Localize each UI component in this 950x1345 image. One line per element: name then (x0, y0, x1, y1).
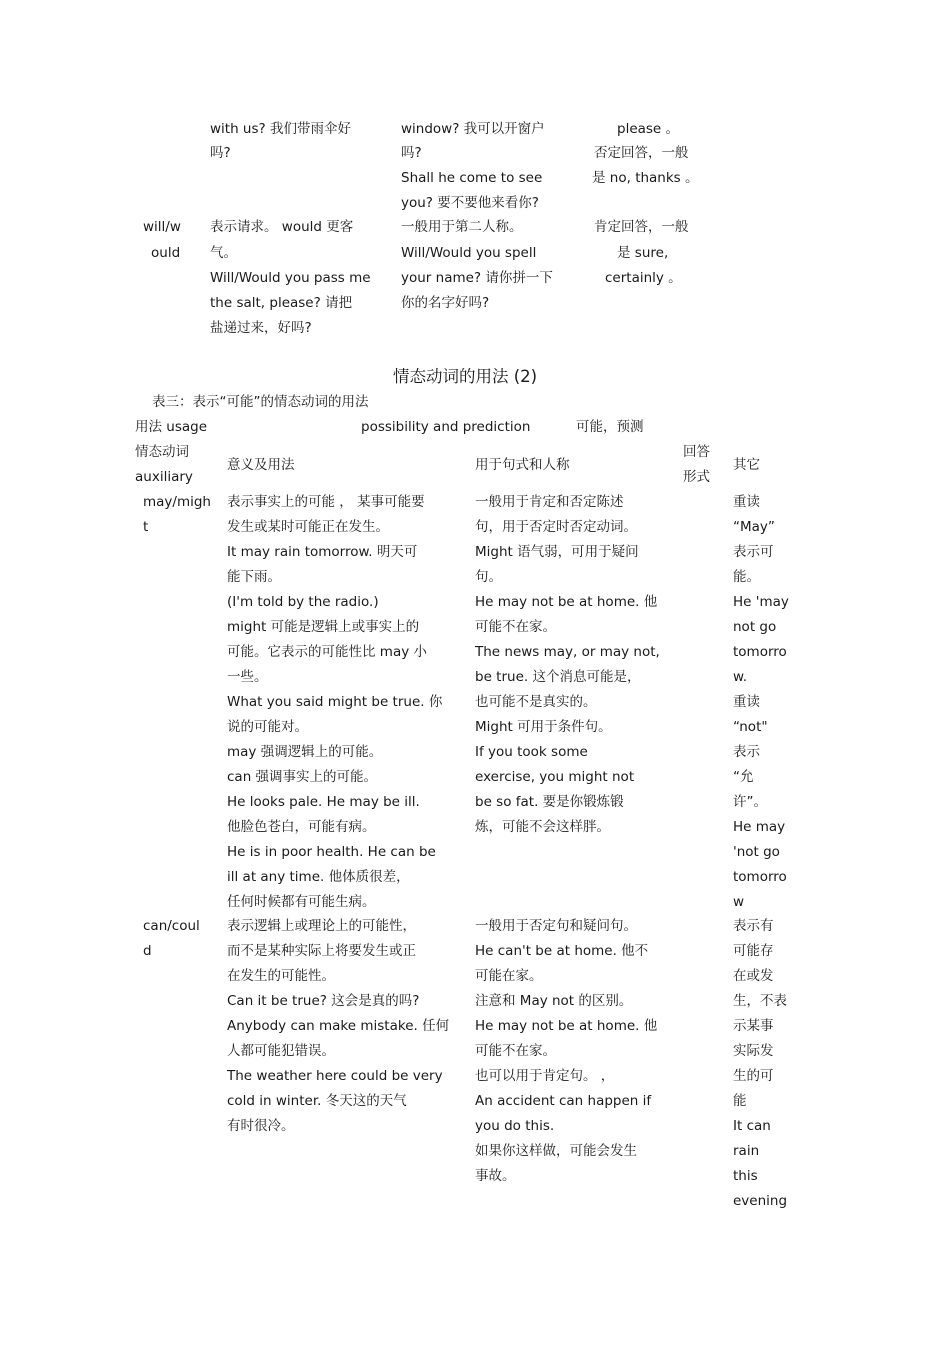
text-line: 表示可 (733, 544, 774, 560)
text-line: He can't be at home. 他不 (475, 943, 649, 959)
text-line: ill at any time. 他体质很差， (227, 869, 410, 885)
text-line: may/migh (143, 494, 211, 510)
text-line: 表示逻辑上或理论上的可能性， (227, 918, 416, 934)
text-line: 一般用于否定句和疑问句。 (475, 918, 637, 934)
text-line: t (143, 519, 149, 535)
text-line: evening (733, 1193, 788, 1209)
header-meaning: 意义及用法 (227, 457, 295, 473)
text-line: can 强调事实上的可能。 (227, 769, 378, 785)
text-line: your name? 请你拼一下 (401, 270, 553, 286)
section-title: 情态动词的用法 (2) (393, 367, 538, 386)
text-line: 是 sure, (617, 245, 669, 261)
text-line: 发生或某时可能正在发生。 (227, 519, 389, 535)
text-line: The news may, or may not, (475, 644, 660, 660)
text-line: ould (151, 245, 181, 261)
text-line: be so fat. 要是你锻炼锻 (475, 794, 624, 810)
text-line: 说的可能对。 (227, 719, 308, 735)
text-line: 重读 (733, 494, 760, 510)
text-line: 他脸色苍白，可能有病。 (227, 819, 376, 835)
text-line: 一些。 (227, 669, 268, 685)
text-line: 气。 (210, 245, 237, 261)
text-line: “允 (733, 769, 754, 785)
text-line: will/w (143, 219, 181, 235)
text-line: 可能不在家。 (475, 1043, 556, 1059)
text-line: Can it be true? 这会是真的吗? (227, 993, 420, 1009)
text-line: window? 我可以开窗户 (401, 121, 545, 137)
text-line: 句，用于否定时否定动词。 (475, 519, 637, 535)
text-line: w. (733, 669, 748, 685)
header-answer: 回答 (683, 444, 710, 460)
text-line: “not" (733, 719, 768, 735)
text-line: 表示 (733, 744, 760, 760)
text-line: He may not be at home. 他 (475, 1018, 658, 1034)
text-line: “May” (733, 519, 775, 535)
text-line: 也可以用于肯定句。 ， (475, 1068, 615, 1084)
text-line: d (143, 943, 152, 959)
text-line: It can (733, 1118, 771, 1134)
text-line: He may (733, 819, 786, 835)
text-line: An accident can happen if (475, 1093, 652, 1109)
text-line: Anybody can make mistake. 任何 (227, 1018, 450, 1034)
text-line: He looks pale. He may be ill. (227, 794, 420, 810)
text-line: The weather here could be very (227, 1068, 443, 1084)
header-other: 其它 (733, 457, 760, 473)
text-line: 表示请求。 would 更客 (210, 219, 354, 235)
text-line: Might 可用于条件句。 (475, 719, 612, 735)
text-line: Might 语气弱，可用于疑问 (475, 544, 639, 560)
text-line: 在发生的可能性。 (227, 968, 335, 984)
text-line: 能。 (733, 569, 760, 585)
text-line: not go (733, 619, 777, 635)
text-line: can/coul (143, 918, 200, 934)
text-line: 一般用于肯定和否定陈述 (475, 494, 624, 510)
text-line: 可能。它表示的可能性比 may 小 (227, 644, 427, 660)
text-line: It may rain tomorrow. 明天可 (227, 544, 418, 560)
text-line: 重读 (733, 694, 760, 710)
text-line: 可能不在家。 (475, 619, 556, 635)
table-caption: 表三：表示“可能”的情态动词的用法 (152, 394, 369, 410)
text-line: 是 no, thanks 。 (592, 170, 699, 186)
text-line: Will/Would you spell (401, 245, 537, 261)
usage-english: possibility and prediction (361, 419, 531, 435)
header-verb: 情态动词 (135, 444, 189, 460)
text-line: 示某事 (733, 1018, 774, 1034)
text-line: 炼，可能不会这样胖。 (475, 819, 610, 835)
text-line: you? 要不要他来看你? (401, 195, 539, 211)
header-verb: auxiliary (135, 469, 193, 485)
text-line: 在或发 (733, 968, 774, 984)
text-line: rain (733, 1143, 760, 1159)
text-line: He is in poor health. He can be (227, 844, 436, 860)
text-line: this (733, 1168, 758, 1184)
text-line: 也可能不是真实的。 (475, 694, 597, 710)
text-line: certainly 。 (605, 270, 682, 286)
text-line: may 强调逻辑上的可能。 (227, 744, 383, 760)
text-line: with us? 我们带雨伞好 (210, 121, 351, 137)
text-line: 实际发 (733, 1043, 774, 1059)
text-line: 吗? (401, 145, 422, 161)
text-line: 注意和 May not 的区别。 (475, 993, 633, 1009)
text-line: please 。 (617, 121, 680, 137)
text-line: be true. 这个消息可能是， (475, 669, 641, 685)
text-line: 生的可 (733, 1068, 774, 1084)
text-line: 表示有 (733, 918, 774, 934)
text-line: 你的名字好吗? (401, 295, 490, 311)
text-line: the salt, please? 请把 (210, 295, 353, 311)
text-line: might 可能是逻辑上或事实上的 (227, 619, 420, 635)
text-line: w (733, 894, 745, 910)
text-line: 'not go (733, 844, 780, 860)
text-line: 如果你这样做，可能会发生 (475, 1143, 637, 1159)
text-line: If you took some (475, 744, 588, 760)
text-line: 能 (733, 1093, 747, 1109)
text-line: 任何时候都有可能生病。 (227, 894, 376, 910)
text-line: Shall he come to see (401, 170, 543, 186)
text-line: you do this. (475, 1118, 555, 1134)
text-line: (I'm told by the radio.) (227, 594, 379, 610)
text-line: 生，不表 (733, 993, 787, 1009)
text-line: 一般用于第二人称。 (401, 219, 523, 235)
text-line: 盐递过来，好吗? (210, 320, 312, 336)
text-line: 吗? (210, 145, 231, 161)
text-line: 有时很冷。 (227, 1118, 295, 1134)
text-line: exercise, you might not (475, 769, 635, 785)
text-line: What you said might be true. 你 (227, 694, 443, 710)
header-answer: 形式 (683, 469, 710, 485)
text-line: tomorro (733, 644, 787, 660)
text-line: 句。 (475, 569, 502, 585)
text-line: 表示事实上的可能 ， 某事可能要 (227, 494, 425, 510)
text-line: 而不是某种实际上将要发生或正 (227, 943, 416, 959)
text-line: 可能在家。 (475, 968, 543, 984)
text-line: Will/Would you pass me (210, 270, 371, 286)
usage-label: 用法 usage (135, 419, 208, 435)
text-line: 事故。 (475, 1168, 516, 1184)
text-line: cold in winter. 冬天这的天气 (227, 1093, 407, 1109)
text-line: 能下雨。 (227, 569, 281, 585)
text-line: 许”。 (733, 794, 767, 810)
header-sentence: 用于句式和人称 (475, 457, 570, 473)
text-line: tomorro (733, 869, 787, 885)
text-line: He 'may (733, 594, 789, 610)
text-line: 可能存 (733, 943, 774, 959)
text-line: 否定回答，一般 (594, 145, 689, 161)
text-line: He may not be at home. 他 (475, 594, 658, 610)
text-line: 人都可能犯错误。 (227, 1043, 335, 1059)
usage-chinese: 可能，预测 (576, 419, 644, 435)
text-line: 肯定回答，一般 (594, 219, 689, 235)
